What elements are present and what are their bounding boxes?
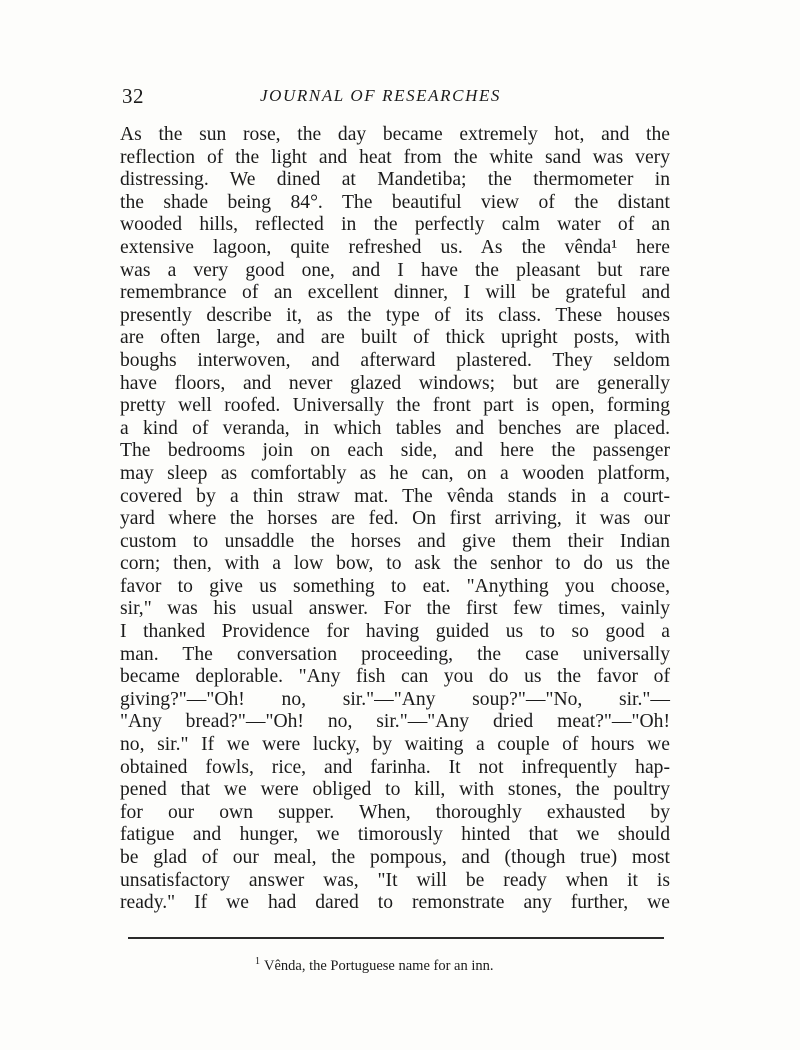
text-line: was a very good one, and I have the pleasant but rare xyxy=(120,259,670,281)
text-line: giving?"—"Oh! no, sir."—"Any soup?"—"No, sir."— xyxy=(120,688,670,710)
footnote-marker: 1 xyxy=(255,956,260,967)
text-line: favor to give us something to eat. "Anything you choose, xyxy=(120,575,670,597)
running-head xyxy=(122,84,670,114)
footnote-text: Vênda, the Portuguese name for an inn. xyxy=(264,957,494,974)
text-line: wooded hills, reflected in the perfectly calm water of an xyxy=(120,214,670,236)
text-line: pretty well roofed. Universally the front part is open, forming xyxy=(120,395,670,417)
text-line: distressing. We dined at Mandetiba; the thermometer in xyxy=(120,169,670,191)
text-line: "Any bread?"—"Oh! no, sir."—"Any dried meat?"—"Oh! xyxy=(120,711,670,733)
footnote xyxy=(255,956,494,975)
journal-title: JOURNAL OF RESEARCHES xyxy=(260,86,502,105)
text-line: reflection of the light and heat from the white sand was very xyxy=(120,146,670,168)
text-line: unsatisfactory answer was, "It will be ready when it is xyxy=(120,869,670,891)
text-line: The bedrooms join on each side, and here the passenger xyxy=(120,440,670,462)
text-line: for our own supper. When, thoroughly exhausted by xyxy=(120,801,670,823)
page-number: 32 xyxy=(122,84,144,108)
text-line: a kind of veranda, in which tables and benches are placed. xyxy=(120,417,670,439)
text-line: corn; then, with a low bow, to ask the senhor to do us the xyxy=(120,553,670,575)
text-line: no, sir." If we were lucky, by waiting a couple of hours we xyxy=(120,734,670,756)
text-line: extensive lagoon, quite refreshed us. As the vênda¹ here xyxy=(120,236,670,258)
text-line: ready." If we had dared to remonstrate any further, we xyxy=(120,892,670,914)
text-line: pened that we were obliged to kill, with stones, the poultry xyxy=(120,779,670,801)
text-line: sir," was his usual answer. For the first few times, vainly xyxy=(120,598,670,620)
text-line: I thanked Providence for having guided us to so good a xyxy=(120,621,670,643)
text-line: yard where the horses are fed. On first arriving, it was our xyxy=(120,508,670,530)
text-line: boughs interwoven, and afterward plastered. They seldom xyxy=(120,349,670,371)
text-line: custom to unsaddle the horses and give them their Indian xyxy=(120,530,670,552)
text-line: remembrance of an excellent dinner, I will be grateful and xyxy=(120,282,670,304)
text-line: man. The conversation proceeding, the case universally xyxy=(120,643,670,665)
text-line: be glad of our meal, the pompous, and (though true) most xyxy=(120,847,670,868)
text-line: became deplorable. "Any fish can you do us the favor of xyxy=(120,666,670,688)
text-line: have floors, and never glazed windows; but are generally xyxy=(120,372,670,394)
text-line: fatigue and hunger, we timorously hinted that we should xyxy=(120,824,670,846)
text-line: As the sun rose, the day became extremely hot, and the xyxy=(120,124,670,145)
text-line: obtained fowls, rice, and farinha. It not infrequently hap- xyxy=(120,756,670,778)
body-text xyxy=(120,124,670,915)
text-line: the shade being 84°. The beautiful view of the distant xyxy=(120,191,670,213)
text-line: covered by a thin straw mat. The vênda stands in a court- xyxy=(120,485,670,507)
footnote-rule xyxy=(128,937,664,939)
text-line: presently describe it, as the type of its class. These houses xyxy=(120,304,670,326)
text-line: may sleep as comfortably as he can, on a wooden platform, xyxy=(120,462,670,484)
text-line: are often large, and are built of thick upright posts, with xyxy=(120,327,670,349)
